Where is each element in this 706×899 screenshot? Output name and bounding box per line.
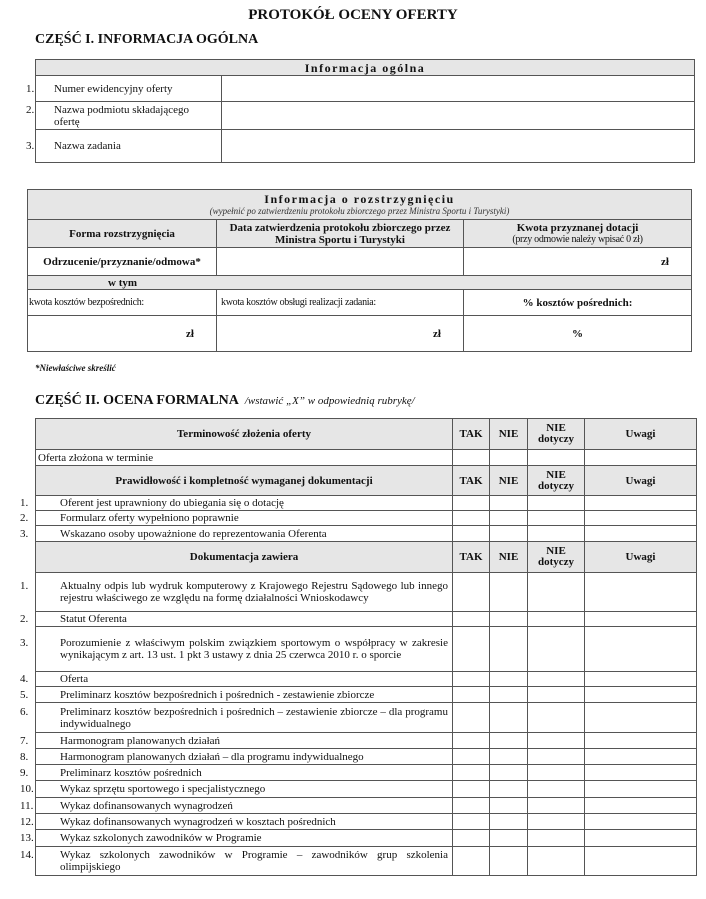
service-costs-label: kwota kosztów obsługi realizacji zadania: [217,290,464,316]
nie-cell[interactable] [490,496,528,511]
table-row [36,847,697,876]
indirect-pct-label: % kosztów pośrednich: [464,290,692,316]
nie-dotyczy-cell[interactable] [528,511,585,526]
criterion-label: 14. Wykaz szkolonych zawodników w Programie – zawodników grup szkolenia olimpijskiego [36,847,453,876]
uwagi-cell[interactable] [585,749,697,765]
tak-cell[interactable] [453,847,490,876]
nie-cell[interactable] [490,830,528,847]
uwagi-cell[interactable] [585,703,697,733]
document-title: PROTOKÓŁ OCENY OFERTY [248,7,458,23]
col-grant-amount: Kwota przyznanej dotacji (przy odmowie należy wpisać 0 zł) [464,220,692,248]
nie-cell[interactable] [490,511,528,526]
table-row [36,749,697,765]
part1-heading: CZĘŚĆ I. INFORMACJA OGÓLNA [35,32,259,47]
direct-costs-label: kwota kosztów bezpośrednich: [28,290,217,316]
table-row [36,526,697,542]
criterion-label: 2. Statut Oferenta [36,612,453,627]
uwagi-cell[interactable] [585,830,697,847]
section-title: Dokumentacja zawiera [36,542,453,573]
part2-instruction: /wstawić „X” w odpowiednią rubrykę/ [244,395,415,407]
tak-cell[interactable] [453,612,490,627]
table-row [36,814,697,830]
general-info-label: 1. Numer ewidencyjny oferty [36,76,222,102]
uwagi-cell[interactable] [585,798,697,814]
nie-dotyczy-cell[interactable] [528,612,585,627]
nie-dotyczy-cell[interactable] [528,450,585,466]
indirect-pct-field[interactable]: % [464,316,692,352]
criterion-label: 10. Wykaz sprzętu sportowego i specjalistycznego [36,781,453,798]
nie-cell[interactable] [490,627,528,672]
nie-cell[interactable] [490,450,528,466]
col-approval-date: Data zatwierdzenia protokołu zbiorczego przez Ministra Sportu i Turystyki [217,220,464,248]
uwagi-cell[interactable] [585,781,697,798]
nie-dotyczy-cell[interactable] [528,749,585,765]
nie-dotyczy-cell[interactable] [528,672,585,687]
col-nie-dotyczy: NIE dotyczy [528,419,585,450]
criterion-label: 4. Oferta [36,672,453,687]
table-row [36,830,697,847]
tak-cell[interactable] [453,830,490,847]
criterion-label: 5. Preliminarz kosztów bezpośrednich i pośrednich - zestawienie zbiorcze [36,687,453,703]
nie-cell[interactable] [490,703,528,733]
general-info-table [26,59,695,163]
table-row [36,450,697,466]
criterion-label: 6. Preliminarz kosztów bezpośrednich i pośrednich – zestawienie zbiorcze – dla programu indywidualnego [36,703,453,733]
criterion-label: 1. Aktualny odpis lub wydruk komputerowy z Krajowego Rejestru Sądowego lub innego rejestru właściwego ze względu na formę działalności Wnioskodawcy [36,573,453,612]
nie-cell[interactable] [490,814,528,830]
uwagi-cell[interactable] [585,672,697,687]
decision-header: Informacja o rozstrzygnięciu (wypełnić po zatwierdzeniu protokołu zbiorczego przez Ministra Sportu i Turystyki) [28,190,692,220]
nie-dotyczy-cell[interactable] [528,687,585,703]
nie-cell[interactable] [490,687,528,703]
table-row [36,687,697,703]
uwagi-cell[interactable] [585,765,697,781]
entity-name-field[interactable] [222,102,695,130]
task-name-field[interactable] [222,130,695,163]
nie-cell[interactable] [490,749,528,765]
section-title: Terminowość złożenia oferty [36,419,453,450]
table-row [36,733,697,749]
nie-dotyczy-cell[interactable] [528,781,585,798]
nie-cell[interactable] [490,672,528,687]
tak-cell[interactable] [453,765,490,781]
nie-dotyczy-cell[interactable] [528,814,585,830]
tak-cell[interactable] [453,733,490,749]
nie-cell[interactable] [490,733,528,749]
nie-cell[interactable] [490,573,528,612]
criterion-label: 12. Wykaz dofinansowanych wynagrodzeń w kosztach pośrednich [36,814,453,830]
tak-cell[interactable] [453,814,490,830]
criterion-label: 7. Harmonogram planowanych działań [36,733,453,749]
general-info-label: 3. Nazwa zadania [36,130,222,163]
uwagi-cell[interactable] [585,573,697,612]
table-row [36,496,697,511]
table-row [36,672,697,687]
nie-cell[interactable] [490,612,528,627]
tak-cell[interactable] [453,749,490,765]
nie-dotyczy-cell[interactable] [528,703,585,733]
tak-cell[interactable] [453,687,490,703]
section-header [36,542,697,573]
nie-dotyczy-cell[interactable] [528,627,585,672]
tak-cell[interactable] [453,672,490,687]
uwagi-cell[interactable] [585,687,697,703]
table-row [36,781,697,798]
approval-date-field[interactable] [217,248,464,276]
table-row [36,798,697,814]
grant-amount-field[interactable]: zł [464,248,692,276]
col-tak: TAK [453,419,490,450]
nie-dotyczy-cell[interactable] [528,733,585,749]
col-uwagi: Uwagi [585,419,697,450]
general-info-label: 2. Nazwa podmiotu składającego ofertę [36,102,222,130]
table-row [36,703,697,733]
uwagi-cell[interactable] [585,526,697,542]
nie-dotyczy-cell[interactable] [528,496,585,511]
decision-form-label: Odrzucenie/przyznanie/odmowa* [28,248,217,276]
general-info-header: Informacja ogólna [36,60,695,76]
table-row [36,765,697,781]
table-row [36,573,697,612]
tak-cell[interactable] [453,703,490,733]
tak-cell[interactable] [453,450,490,466]
uwagi-cell[interactable] [585,450,697,466]
footnote: *Niewłaściwe skreślić [35,363,116,373]
criterion-label: 3. Porozumienie z właściwym polskim związkiem sportowym o współpracy w zakresie wynikającym z art. 13 ust. 1 pkt 3 ustawy z dnia 25 czerwca 2010 r. o sporcie [36,627,453,672]
criterion-label: 2. Formularz oferty wypełniono poprawnie [36,511,453,526]
nie-dotyczy-cell[interactable] [528,847,585,876]
uwagi-cell[interactable] [585,511,697,526]
tak-cell[interactable] [453,511,490,526]
nie-dotyczy-cell[interactable] [528,798,585,814]
section-header [36,466,697,496]
col-decision-form: Forma rozstrzygnięcia [28,220,217,248]
nie-dotyczy-cell[interactable] [528,830,585,847]
decision-table [27,189,692,352]
part2-heading: CZĘŚĆ II. OCENA FORMALNA /wstawić „X” w odpowiednią rubrykę/ [35,393,415,408]
uwagi-cell[interactable] [585,627,697,672]
uwagi-cell[interactable] [585,612,697,627]
nie-cell[interactable] [490,526,528,542]
section-title: Prawidłowość i kompletność wymaganej dokumentacji [36,466,453,496]
criterion-label: 1. Oferent jest uprawniony do ubiegania się o dotację [36,496,453,511]
section-header [36,419,697,450]
criterion-label: 8. Harmonogram planowanych działań – dla programu indywidualnego [36,749,453,765]
tak-cell[interactable] [453,496,490,511]
col-nie: NIE [490,466,528,496]
col-uwagi: Uwagi [585,542,697,573]
uwagi-cell[interactable] [585,814,697,830]
uwagi-cell[interactable] [585,733,697,749]
nie-dotyczy-cell[interactable] [528,573,585,612]
criterion-label: 9. Preliminarz kosztów pośrednich [36,765,453,781]
uwagi-cell[interactable] [585,496,697,511]
tak-cell[interactable] [453,627,490,672]
tak-cell[interactable] [453,526,490,542]
tak-cell[interactable] [453,798,490,814]
tak-cell[interactable] [453,573,490,612]
nie-dotyczy-cell[interactable] [528,765,585,781]
criterion-label: Oferta złożona w terminie [36,450,453,466]
criterion-label: 11. Wykaz dofinansowanych wynagrodzeń [36,798,453,814]
criterion-label: 3. Wskazano osoby upoważnione do reprezentowania Oferenta [36,526,453,542]
nie-cell[interactable] [490,847,528,876]
col-uwagi: Uwagi [585,466,697,496]
uwagi-cell[interactable] [585,847,697,876]
col-nie: NIE [490,419,528,450]
nie-cell[interactable] [490,781,528,798]
table-row [36,612,697,627]
direct-costs-field[interactable]: zł [28,316,217,352]
nie-cell[interactable] [490,765,528,781]
table-row [36,511,697,526]
w-tym-label: w tym [28,276,692,290]
col-tak: TAK [453,542,490,573]
nie-cell[interactable] [490,798,528,814]
col-nie: NIE [490,542,528,573]
table-row [36,627,697,672]
col-nie-dotyczy: NIE dotyczy [528,466,585,496]
criterion-label: 13. Wykaz szkolonych zawodników w Programie [36,830,453,847]
nie-dotyczy-cell[interactable] [528,526,585,542]
col-tak: TAK [453,466,490,496]
tak-cell[interactable] [453,781,490,798]
formal-evaluation-table [20,418,697,876]
offer-number-field[interactable] [222,76,695,102]
service-costs-field[interactable]: zł [217,316,464,352]
col-nie-dotyczy: NIE dotyczy [528,542,585,573]
